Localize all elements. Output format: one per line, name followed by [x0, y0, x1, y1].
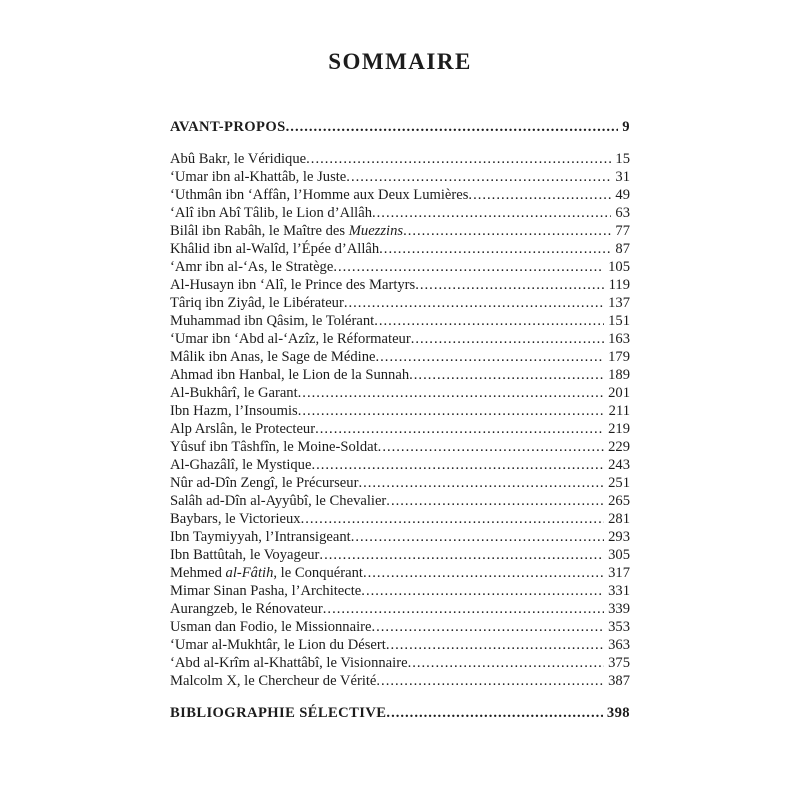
toc-entry — [170, 564, 630, 582]
toc-entry-page: 265 — [608, 493, 630, 509]
dot-leader — [378, 438, 604, 456]
toc-back-matter-row — [170, 704, 630, 722]
dot-leader — [311, 456, 604, 474]
toc-entry-title: ‘Umar ibn ‘Abd al-‘Azîz, le Réformateur — [170, 331, 411, 347]
toc-entry-title: Aurangzeb, le Rénovateur — [170, 601, 323, 617]
toc-entry — [170, 474, 630, 492]
toc-entry-title: Mâlik ibn Anas, le Sage de Médine — [170, 349, 376, 365]
toc-entry-title: Baybars, le Victorieux — [170, 511, 301, 527]
toc-entry-page: 179 — [608, 349, 630, 365]
toc-entry — [170, 204, 630, 222]
dot-leader — [344, 294, 604, 312]
toc-entry-title: Ibn Taymiyyah, l’Intransigeant — [170, 529, 351, 545]
dot-leader — [298, 402, 605, 420]
dot-leader — [403, 222, 611, 240]
toc-entry-page: 163 — [608, 331, 630, 347]
dot-leader — [333, 258, 604, 276]
toc-entry-page: 317 — [608, 565, 630, 581]
dot-leader — [323, 600, 604, 618]
toc-entry-title: ‘Umar al-Mukhtâr, le Lion du Désert — [170, 637, 386, 653]
front-matter-label: AVANT-PROPOS — [170, 119, 286, 135]
dot-leader — [408, 654, 605, 672]
toc-entry-title: ‘Amr ibn al-‘As, le Stratège — [170, 259, 334, 275]
back-matter-label: BIBLIOGRAPHIE SÉLECTIVE — [170, 705, 387, 721]
toc-entry — [170, 384, 630, 402]
toc-entry-title: Salâh ad-Dîn al-Ayyûbî, le Chevalier — [170, 493, 387, 509]
toc-entry — [170, 492, 630, 510]
toc-entry — [170, 582, 630, 600]
toc-entry-title: Alp Arslân, le Protecteur — [170, 421, 316, 437]
dot-leader — [386, 492, 604, 510]
toc-entry — [170, 636, 630, 654]
dot-leader — [372, 204, 611, 222]
toc-entry-page: 229 — [608, 439, 630, 455]
toc-front-matter-row — [170, 118, 630, 136]
toc-entry-page: 15 — [615, 151, 630, 167]
dot-leader — [306, 150, 611, 168]
toc-entry-page: 137 — [608, 295, 630, 311]
dot-leader — [298, 384, 604, 402]
dot-leader — [468, 186, 611, 204]
toc-entry-title: Abû Bakr, le Véridique — [170, 151, 307, 167]
dot-leader — [346, 168, 611, 186]
dot-leader — [415, 276, 604, 294]
toc-entry-title: Al-Ghazâlî, le Mystique — [170, 457, 312, 473]
toc-entry-page: 387 — [608, 673, 630, 689]
toc-entry-title: ‘Uthmân ibn ‘Affân, l’Homme aux Deux Lumières — [170, 187, 469, 203]
dot-leader — [409, 366, 604, 384]
front-matter-page: 9 — [622, 119, 630, 135]
toc-entries — [170, 150, 630, 690]
toc-entry-title: Ibn Hazm, l’Insoumis — [170, 403, 298, 419]
toc-entry — [170, 276, 630, 294]
toc-entry-page: 63 — [615, 205, 630, 221]
toc-entry-title: Khâlid ibn al-Walîd, l’Épée d’Allâh — [170, 241, 380, 257]
toc-entry-page: 243 — [608, 457, 630, 473]
toc-entry — [170, 330, 630, 348]
toc-entry — [170, 186, 630, 204]
dot-leader — [411, 330, 604, 348]
toc-entry-title: Mimar Sinan Pasha, l’Architecte — [170, 583, 362, 599]
toc-entry-title: ‘Umar ibn al-Khattâb, le Juste — [170, 169, 347, 185]
dot-leader — [376, 672, 604, 690]
toc-entry-page: 293 — [608, 529, 630, 545]
toc-entry — [170, 528, 630, 546]
toc-entry-title: Nûr ad-Dîn Zengî, le Précurseur — [170, 475, 359, 491]
toc-entry-page: 211 — [608, 403, 630, 419]
toc-entry — [170, 600, 630, 618]
toc-entry — [170, 258, 630, 276]
toc-entry — [170, 312, 630, 330]
toc-entry — [170, 654, 630, 672]
toc-entry-page: 363 — [608, 637, 630, 653]
toc-entry-page: 31 — [615, 169, 630, 185]
back-matter-page: 398 — [606, 705, 630, 721]
toc-entry-page: 331 — [608, 583, 630, 599]
toc-entry-page: 87 — [615, 241, 630, 257]
toc-entry-title: Usman dan Fodio, le Missionnaire — [170, 619, 372, 635]
toc-entry-page: 151 — [608, 313, 630, 329]
dot-leader — [371, 618, 604, 636]
toc-entry-title: ‘Alî ibn Abî Tâlib, le Lion d’Allâh — [170, 205, 372, 221]
dot-leader — [301, 510, 605, 528]
toc-entry-page: 201 — [608, 385, 630, 401]
toc-entry — [170, 366, 630, 384]
toc-entry — [170, 168, 630, 186]
toc-entry-title: Ahmad ibn Hanbal, le Lion de la Sunnah — [170, 367, 410, 383]
toc-entry — [170, 402, 630, 420]
dot-leader — [363, 564, 604, 582]
toc-entry-page: 353 — [608, 619, 630, 635]
dot-leader — [386, 636, 604, 654]
toc-entry — [170, 294, 630, 312]
dot-leader — [319, 546, 604, 564]
toc-entry-page: 189 — [608, 367, 630, 383]
dot-leader — [379, 240, 611, 258]
dot-leader — [361, 582, 604, 600]
toc-entry — [170, 348, 630, 366]
page-title: SOMMAIRE — [328, 49, 472, 74]
toc-entry — [170, 672, 630, 690]
toc-entry — [170, 456, 630, 474]
toc-entry-title: Ibn Battûtah, le Voyageur — [170, 547, 320, 563]
toc-entry-title: Târiq ibn Ziyâd, le Libérateur — [170, 295, 344, 311]
toc-entry — [170, 618, 630, 636]
dot-leader — [351, 528, 604, 546]
toc-entry-title: Al-Husayn ibn ‘Alî, le Prince des Martyrs — [170, 277, 416, 293]
toc-entry-page: 305 — [608, 547, 630, 563]
dot-leader — [386, 704, 602, 722]
toc-entry — [170, 438, 630, 456]
dot-leader — [315, 420, 604, 438]
toc-entry-page: 49 — [615, 187, 630, 203]
toc-entry-page: 281 — [608, 511, 630, 527]
toc-entry-title: Bilâl ibn Rabâh, le Maître des Muezzins — [170, 223, 404, 239]
toc-page — [170, 0, 630, 722]
dot-leader — [374, 312, 604, 330]
toc-entry-page: 375 — [608, 655, 630, 671]
toc-entry-title: Malcolm X, le Chercheur de Vérité — [170, 673, 377, 689]
toc-entry-page: 77 — [615, 223, 630, 239]
toc-entry-page: 105 — [608, 259, 630, 275]
toc-entry-page: 119 — [608, 277, 630, 293]
toc-entry-page: 251 — [608, 475, 630, 491]
dot-leader — [358, 474, 604, 492]
toc-entry — [170, 150, 630, 168]
dot-leader — [286, 118, 619, 136]
toc-entry-page: 219 — [608, 421, 630, 437]
toc-entry — [170, 222, 630, 240]
toc-entry-title: Mehmed al-Fâtih, le Conquérant — [170, 565, 363, 581]
toc-entry — [170, 510, 630, 528]
toc-entry-title: Yûsuf ibn Tâshfîn, le Moine-Soldat — [170, 439, 378, 455]
toc-entry-title: ‘Abd al-Krîm al-Khattâbî, le Visionnaire — [170, 655, 408, 671]
toc-list — [170, 118, 630, 722]
toc-entry-page: 339 — [608, 601, 630, 617]
dot-leader — [376, 348, 605, 366]
toc-entry — [170, 546, 630, 564]
toc-entry-title: Al-Bukhârî, le Garant — [170, 385, 298, 401]
toc-entry — [170, 240, 630, 258]
toc-entry-title: Muhammad ibn Qâsim, le Tolérant — [170, 313, 375, 329]
toc-entry — [170, 420, 630, 438]
